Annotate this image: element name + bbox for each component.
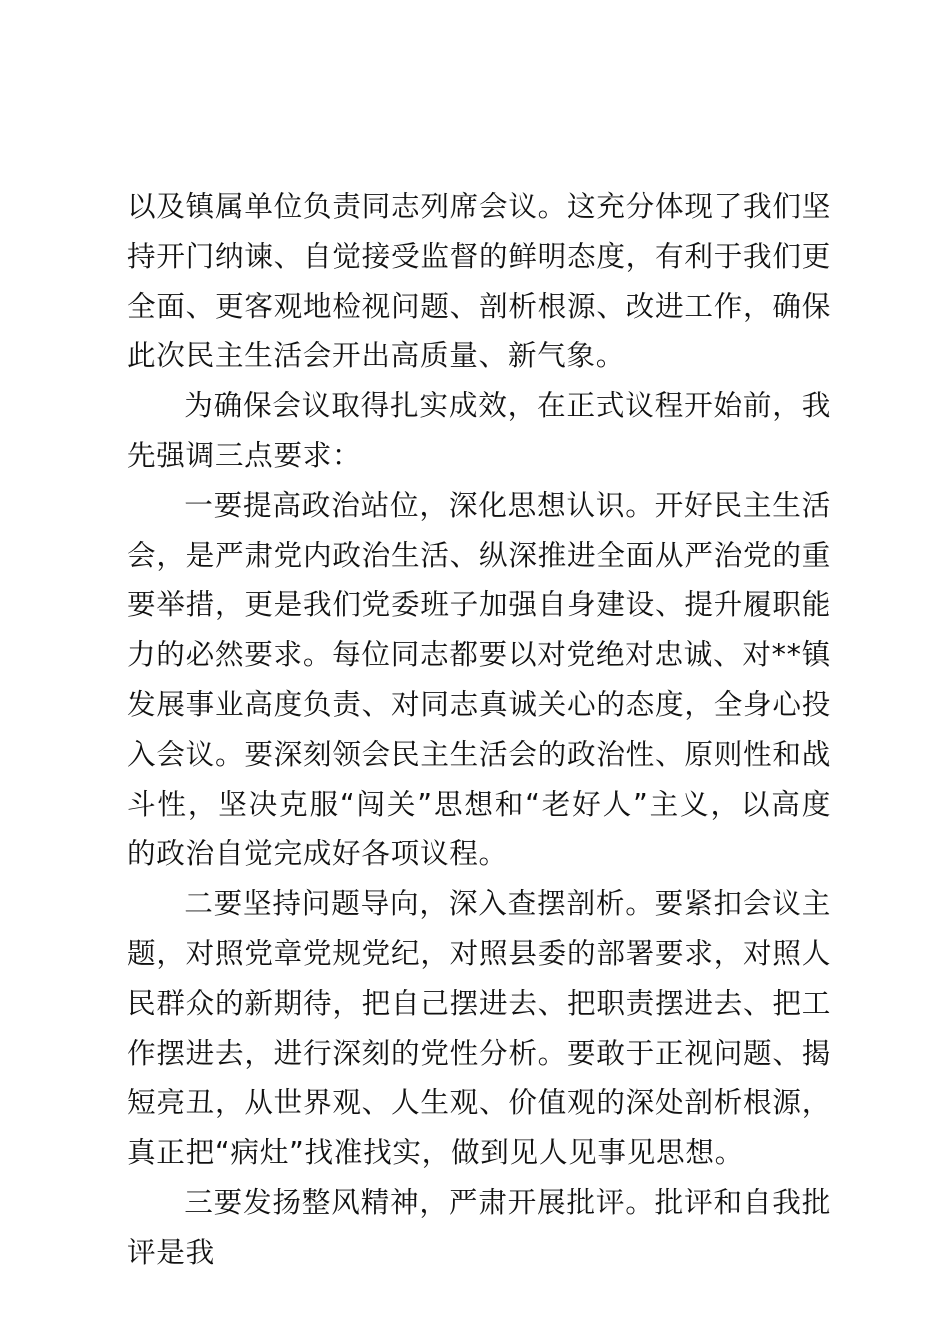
- paragraph-requirement-one: 一要提高政治站位，深化思想认识。开好民主生活会，是严肃党内政治生活、纵深推进全面从严治党的重要举措，更是我们党委班子加强自身建设、提升履职能力的必然要求。每位同志都要以对党绝对忠诚、对**镇发展事业高度负责、对同志真诚关心的态度，全身心投入会议。要深刻领会民主生活会的政治性、原则性和战斗性，坚决克服“闯关”思想和“老好人”主义，以高度的政治自觉完成好各项议程。: [127, 487, 831, 871]
- paragraph-intro-continuation: 以及镇属单位负责同志列席会议。这充分体现了我们坚持开门纳谏、自觉接受监督的鲜明态度，有利于我们更全面、更客观地检视问题、剖析根源、改进工作，确保此次民主生活会开出高质量、新气象。: [127, 189, 831, 373]
- paragraph-requirement-two: 二要坚持问题导向，深入查摆剖析。要紧扣会议主题，对照党章党规党纪，对照县委的部署要求，对照人民群众的新期待，把自己摆进去、把职责摆进去、把工作摆进去，进行深刻的党性分析。要敢于正视问题、揭短亮丑，从世界观、人生观、价值观的深处剖析根源，真正把“病灶”找准找实，做到见人见事见思想。: [127, 886, 831, 1170]
- document-page: [127, 182, 831, 1278]
- paragraph-requirement-three: 三要发扬整风精神，严肃开展批评。批评和自我批评是我: [127, 1184, 831, 1269]
- paragraph-three-requirements-lead: 为确保会议取得扎实成效，在正式议程开始前，我先强调三点要求：: [127, 388, 831, 472]
